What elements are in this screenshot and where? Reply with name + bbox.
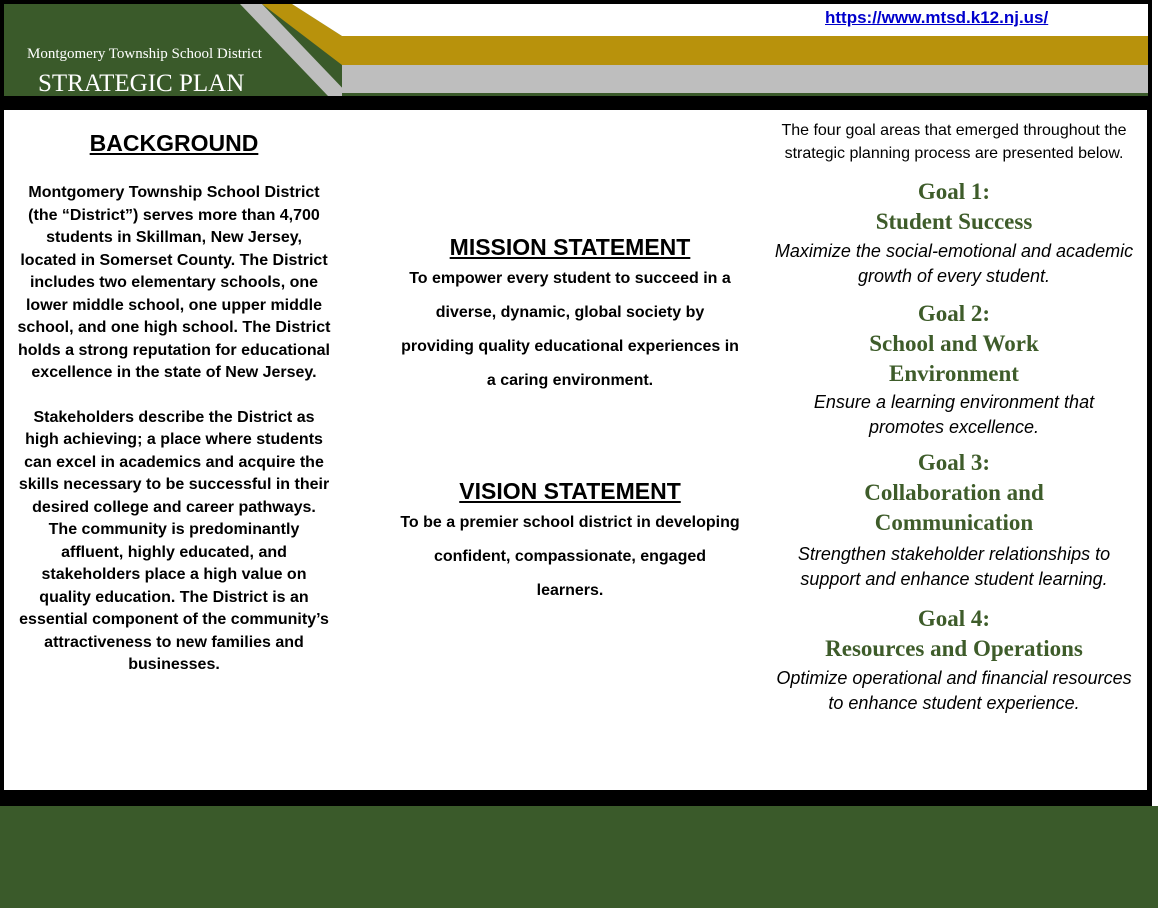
goal-description: Optimize operational and financial resources to enhance student experience. [776, 668, 1132, 713]
background-paragraph-1: Montgomery Township School District (the “District”) serves more than 4,700 students in Skillman, New Jersey, located in Somerset County. The District includes two elementary schools, one lower middle school, one upper middle school, and one high school. The District holds a strong reputation for educational excellence in the state of New Jersey. [17, 184, 331, 381]
grey-band [342, 65, 1148, 93]
goal-name: Resources and Operations [825, 636, 1083, 661]
header-stripes [240, 4, 350, 96]
goal-description: Ensure a learning environment that promotes excellence. [813, 392, 1095, 437]
green-rule [342, 93, 1148, 96]
footer-band [0, 806, 1158, 908]
goal-number: Goal 1: [917, 179, 991, 204]
goal-description: Maximize the social-emotional and academic growth of every student. [774, 241, 1134, 286]
goal-name: Collaboration and Communication [864, 480, 1044, 535]
goal-1 [774, 177, 1134, 289]
background-heading: BACKGROUND [89, 130, 259, 156]
background-column [16, 130, 332, 677]
goal-number: Goal 3: [917, 450, 991, 475]
goal-number: Goal 4: [917, 606, 991, 631]
vision-heading: VISION STATEMENT [459, 478, 681, 504]
district-name: Montgomery Township School District [27, 46, 262, 62]
background-paragraph-2: Stakeholders describe the District as high achieving; a place where students can excel in academics and acquire the skills necessary to be successful in their desired college and career pathways. The community is predominantly affluent, highly educated, and stakeholders place a high value on quality education. The District is an essential component of the community’s attractiveness to new families and businesses. [18, 408, 330, 673]
content-panel [4, 110, 1147, 790]
goals-intro: The four goal areas that emerged throughout the strategic planning process are presented below. [781, 122, 1127, 162]
goals-column [774, 120, 1134, 716]
mission-heading: MISSION STATEMENT [449, 234, 691, 260]
vision-text: To be a premier school district in developing confident, compassionate, engaged learners. [400, 514, 740, 599]
page-title: STRATEGIC PLAN [38, 70, 245, 97]
statements-column [400, 234, 740, 608]
mission-text: To empower every student to succeed in a diverse, dynamic, global society by providing quality educational experiences in a caring environment. [401, 270, 739, 389]
goal-2 [774, 299, 1134, 440]
district-website-link[interactable]: https://www.mtsd.k12.nj.us/ [825, 8, 1049, 27]
goal-description: Strengthen stakeholder relationships to support and enhance student learning. [797, 544, 1111, 589]
goal-3 [774, 448, 1134, 592]
goal-4 [774, 604, 1134, 716]
goal-name: School and Work Environment [869, 331, 1039, 386]
gold-band [342, 36, 1148, 65]
goal-number: Goal 2: [917, 301, 991, 326]
goal-name: Student Success [875, 209, 1033, 234]
